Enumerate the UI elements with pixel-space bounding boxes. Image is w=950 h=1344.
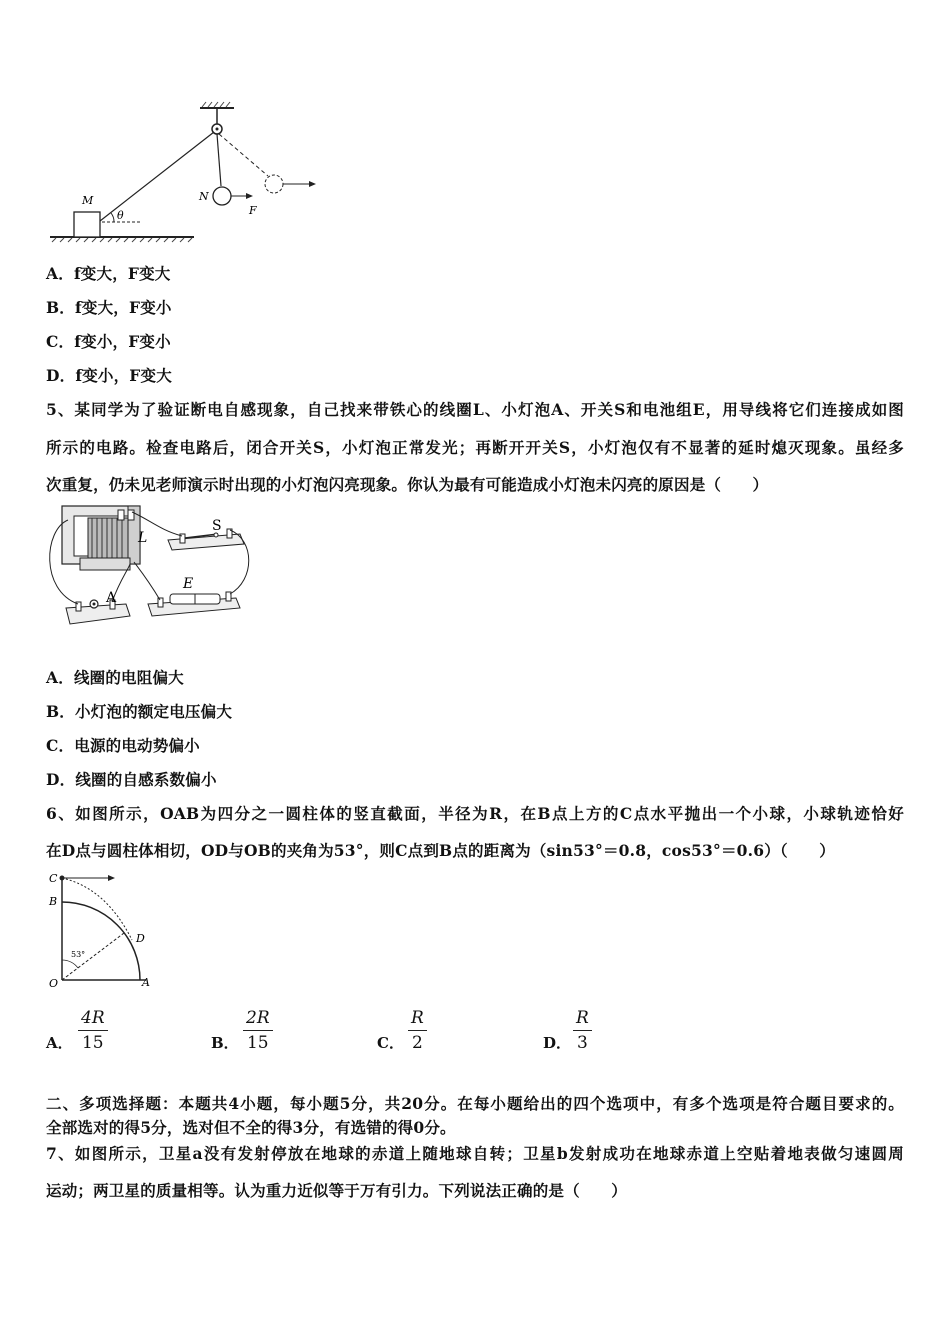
q6-label-c: C bbox=[49, 872, 58, 885]
q5-option-a: A．线圈的电阻偏大 bbox=[46, 668, 184, 687]
q4-figure bbox=[44, 96, 334, 248]
q5-label-e: E bbox=[183, 576, 194, 592]
section2-line-2: 全部选对的得5分，选对但不全的得3分，有选错的得0分。 bbox=[46, 1118, 456, 1137]
q5-stem-line-1: 5、某同学为了验证断电自感现象，自己找来带铁心的线圈L、小灯泡A、开关S和电池组E，用导线将它们连接成如图 bbox=[46, 400, 904, 419]
q6-stem-line-2: 在D点与圆柱体相切，OD与OB的夹角为53°，则C点到B点的距离为（sin53°＝0.8，cos53°＝0.6）（ ） bbox=[46, 841, 835, 860]
q5-stem-line-2: 所示的电路。检查电路后，闭合开关S，小灯泡正常发光；再断开开关S，小灯泡仅有不显著的延时熄灭现象。虽经多 bbox=[46, 438, 904, 457]
q4-option-a: A．f变大，F变大 bbox=[46, 264, 171, 283]
q7-stem-line-2: 运动；两卫星的质量相等。认为重力近似等于万有引力。下列说法正确的是（ ） bbox=[46, 1181, 627, 1200]
q6-fraction-b: 2R 15 bbox=[243, 1008, 273, 1053]
q4-label-m: M bbox=[82, 194, 94, 207]
q6-fraction-d: R 3 bbox=[573, 1008, 592, 1053]
q5-option-c: C．电源的电动势偏小 bbox=[46, 736, 200, 755]
q6-label-o: O bbox=[49, 977, 59, 990]
q5-label-a: A bbox=[106, 590, 117, 606]
q7-stem-line-1: 7、如图所示，卫星a没有发射停放在地球的赤道上随地球自转；卫星b发射成功在地球赤道上空贴着地表做匀速圆周 bbox=[46, 1144, 904, 1163]
q4-label-n: N bbox=[199, 190, 209, 203]
q4-option-d: D．f变小，F变大 bbox=[46, 366, 172, 385]
q5-label-l: L bbox=[138, 530, 148, 546]
q6-label-d: D bbox=[136, 932, 145, 945]
q6-stem-line-1: 6、如图所示，OAB为四分之一圆柱体的竖直截面，半径为R，在B点上方的C点水平抛出一个小球，小球轨迹恰好 bbox=[46, 804, 904, 823]
q5-label-s: S bbox=[212, 518, 222, 534]
q6-label-a: A bbox=[142, 976, 150, 989]
q6-figure bbox=[44, 868, 164, 990]
q5-option-b: B．小灯泡的额定电压偏大 bbox=[46, 702, 233, 721]
q4-label-f: F bbox=[249, 204, 257, 217]
q4-label-theta: θ bbox=[117, 209, 124, 222]
q5-stem-line-3: 次重复，仍未见老师演示时出现的小灯泡闪亮现象。你认为最有可能造成小灯泡未闪亮的原因是（ ） bbox=[46, 475, 769, 494]
q6-fraction-a: 4R 15 bbox=[78, 1008, 108, 1053]
q4-option-b: B．f变大，F变小 bbox=[46, 298, 172, 317]
q6-label-angle: 53° bbox=[71, 950, 86, 959]
q5-figure bbox=[40, 500, 260, 640]
q6-label-b: B bbox=[49, 895, 58, 908]
q4-option-c: C．f变小，F变小 bbox=[46, 332, 171, 351]
q6-fraction-c: R 2 bbox=[408, 1008, 427, 1053]
section2-line-1: 二、多项选择题：本题共4小题，每小题5分，共20分。在每小题给出的四个选项中，有多个选项是符合题目要求的。 bbox=[46, 1094, 904, 1113]
q5-option-d: D．线圈的自感系数偏小 bbox=[46, 770, 217, 789]
